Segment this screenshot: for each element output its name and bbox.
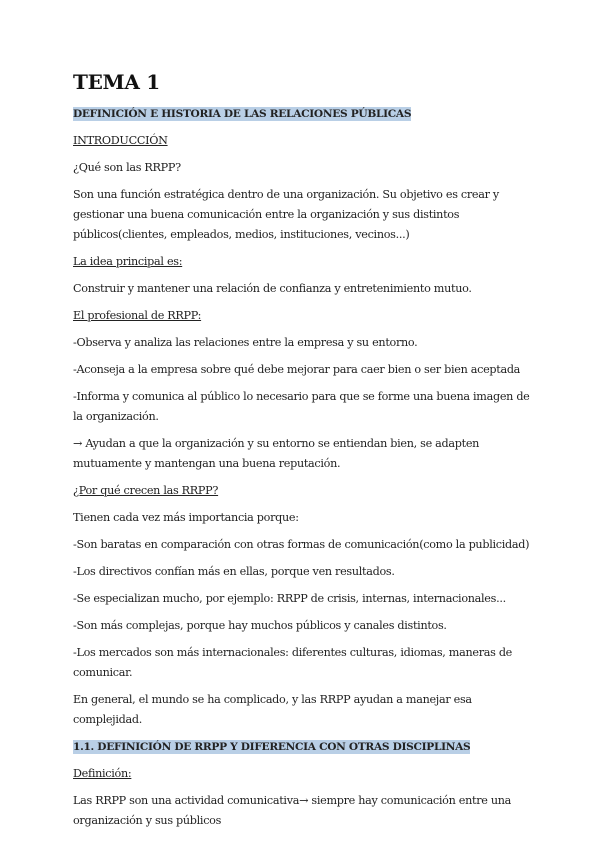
idea-paragraph: Construir y mantener una relación de confianza y entretenimiento mutuo. (73, 282, 472, 295)
list-item: -Aconseja a la empresa sobre qué debe mejorar para caer bien o ser bien aceptada (73, 363, 521, 376)
list-item: -Son baratas en comparación con otras formas de comunicación(como la publicidad) (73, 538, 530, 551)
list-item: -Los directivos confían más en ellas, porque ven resultados. (73, 565, 395, 578)
list-item: -Se especializan mucho, por ejemplo: RRPP de crisis, internas, internacionales... (73, 592, 506, 605)
list-item: -Observa y analiza las relaciones entre la empresa y su entorno. (73, 336, 418, 349)
list-item: -Son más complejas, porque hay muchos públicos y canales distintos. (73, 619, 447, 632)
answer-paragraph: Son una función estratégica dentro de una organización. Su objetivo es crear y gestionar una buena comunicación entre la organización y sus distintos públicos(clientes, empleados, medios, instituciones, vecinos...) (73, 188, 499, 241)
list-item: -Informa y comunica al público lo necesario para que se forme una buena imagen de la organización. (73, 390, 530, 423)
crecen-heading: ¿Por qué crecen las RRPP? (73, 484, 219, 497)
question-paragraph: ¿Qué son las RRPP? (73, 161, 181, 174)
subsection-heading: 1.1. DEFINICIÓN DE RRPP Y DIFERENCIA CON OTRAS DISCIPLINAS (73, 741, 471, 753)
document-body (73, 70, 533, 831)
conclusion-paragraph: En general, el mundo se ha complicado, y las RRPP ayudan a manejar esa complejidad. (73, 693, 472, 726)
definicion-paragraph: Las RRPP son una actividad comunicativa→ siempre hay comunicación entre una organización y sus públicos (73, 794, 512, 827)
list-item: → Ayudan a que la organización y su entorno se entiendan bien, se adapten mutuamente y mantengan una buena reputación. (73, 437, 480, 470)
page-title: TEMA 1 (73, 70, 160, 94)
section-heading: DEFINICIÓN E HISTORIA DE LAS RELACIONES PÚBLICAS (73, 108, 412, 120)
definicion-heading: Definición: (73, 767, 132, 780)
crecen-intro: Tienen cada vez más importancia porque: (73, 511, 299, 524)
idea-heading: La idea principal es: (73, 255, 183, 268)
list-item: -Los mercados son más internacionales: diferentes culturas, idiomas, maneras de comunicar. (73, 646, 513, 679)
profesional-heading: El profesional de RRPP: (73, 309, 202, 322)
intro-heading: INTRODUCCIÓN (73, 134, 168, 147)
